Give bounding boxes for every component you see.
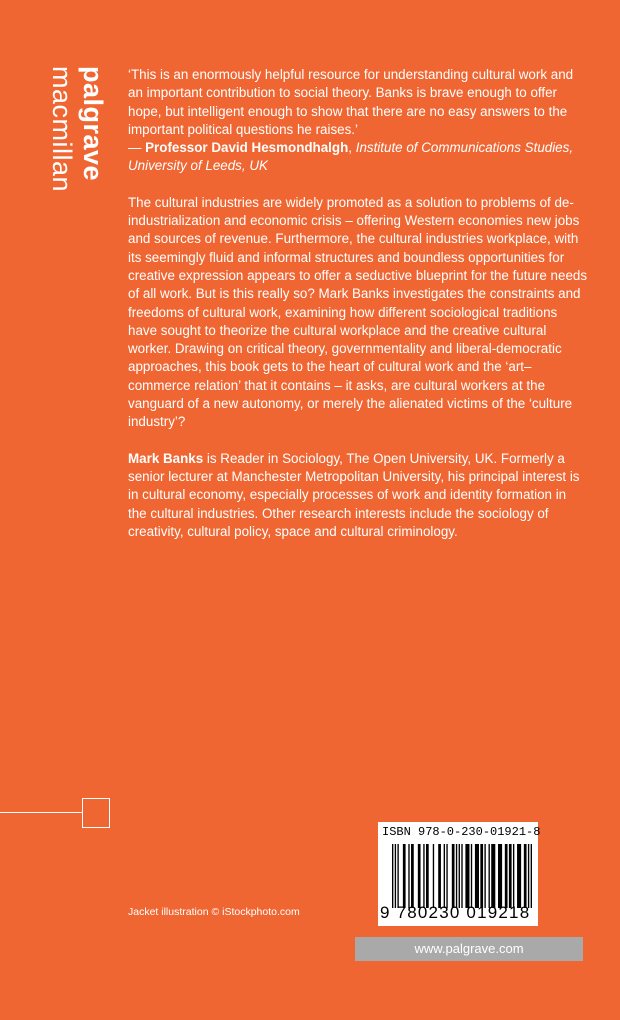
author-bio-text: is Reader in Sociology, The Open University, UK. Formerly a senior lecturer at Manchester Metropolitan University, his principal interest is in cultural economy, especially processes of work and identity formation in the cultural industries. Other research interests include the sociology of creativity, cultural policy, space and cultural criminology. xyxy=(128,450,580,539)
barcode-bar xyxy=(433,844,434,908)
isbn-barcode xyxy=(378,822,541,926)
barcode-bar xyxy=(392,844,393,908)
book-blurb: The cultural industries are widely promoted as a solution to problems of de-industrialization and economic crisis – offering Western economies new jobs and sources of revenue. Furthermore, the cultural industries workplace, with its seemingly fluid and informal structures and boundless opportunities for creative expression appears to offer a seductive blueprint for the future needs of all work. But is this really so? Mark Banks investigates the constraints and freedoms of cultural work, examining how different sociological traditions have sought to theorize the cultural workplace and the creative cultural worker. Drawing on critical theory, governmentality and liberal-democratic approaches, this book gets to the heart of cultural work and the ‘art–commerce relation’ that it contains – it asks, are cultural workers at the vanguard of a new autonomy, or merely the alienated victims of the ‘culture industry’? xyxy=(128,194,588,430)
quote-institution: Institute of Communications Studies, University of Leeds, UK xyxy=(128,140,574,174)
barcode-bar xyxy=(528,844,529,908)
barcode-bar xyxy=(461,844,462,908)
barcode-bar xyxy=(480,844,483,908)
barcode-bar xyxy=(459,844,460,908)
barcode-bar xyxy=(456,844,457,908)
author-bio xyxy=(128,450,588,541)
barcode-bar xyxy=(509,844,512,908)
barcode-bar xyxy=(498,844,502,908)
barcode-bar xyxy=(491,844,495,908)
jacket-credit: Jacket illustration © iStockphoto.com xyxy=(128,906,300,918)
quote-separator: , xyxy=(348,140,356,156)
decorative-line xyxy=(0,812,82,813)
website-link[interactable]: www.palgrave.com xyxy=(355,937,583,961)
barcode-bar xyxy=(471,844,472,908)
quote-dash: — xyxy=(128,140,146,156)
barcode-bar xyxy=(505,844,508,908)
decorative-square xyxy=(82,798,110,828)
publisher-logo xyxy=(48,66,106,216)
barcode-bar xyxy=(465,844,469,908)
barcode-bar xyxy=(395,844,396,908)
barcode-bar xyxy=(517,844,521,908)
barcode-bar xyxy=(452,844,455,908)
barcode-bar xyxy=(403,844,406,908)
barcode-bar xyxy=(418,844,421,908)
barcode-bar xyxy=(444,844,445,908)
publisher-name-line1: palgrave xyxy=(78,66,108,182)
cover-text xyxy=(128,66,588,541)
barcode-bar xyxy=(524,844,527,908)
barcode-bar xyxy=(484,844,485,908)
barcode-bar xyxy=(513,844,514,908)
barcode-bar xyxy=(423,844,424,908)
barcode-bar xyxy=(475,844,479,908)
endorsement-quote xyxy=(128,66,588,176)
barcode-bar xyxy=(411,844,414,908)
isbn-label: ISBN 978-0-230-01921-8 xyxy=(382,825,541,839)
barcode-bars xyxy=(392,844,532,908)
publisher-name-line2: macmillan xyxy=(47,66,77,193)
barcode-bar xyxy=(426,844,429,908)
barcode-bar xyxy=(531,844,532,908)
barcode-bar xyxy=(408,844,409,908)
quote-author: Professor David Hesmondhalgh xyxy=(145,140,349,156)
barcode-digits: 9 780230 019218 xyxy=(380,903,531,922)
barcode-bar xyxy=(489,844,490,908)
author-name: Mark Banks xyxy=(128,450,204,466)
barcode-bar xyxy=(397,844,398,908)
barcode-bar xyxy=(438,844,441,908)
quote-text: ‘This is an enormously helpful resource for understanding cultural work and an important contribution to social theory. Banks is brave enough to offer hope, but intelligent enough to show that there are no easy answers to the important political questions he raises.’ xyxy=(128,67,574,137)
barcode-bar xyxy=(446,844,447,908)
